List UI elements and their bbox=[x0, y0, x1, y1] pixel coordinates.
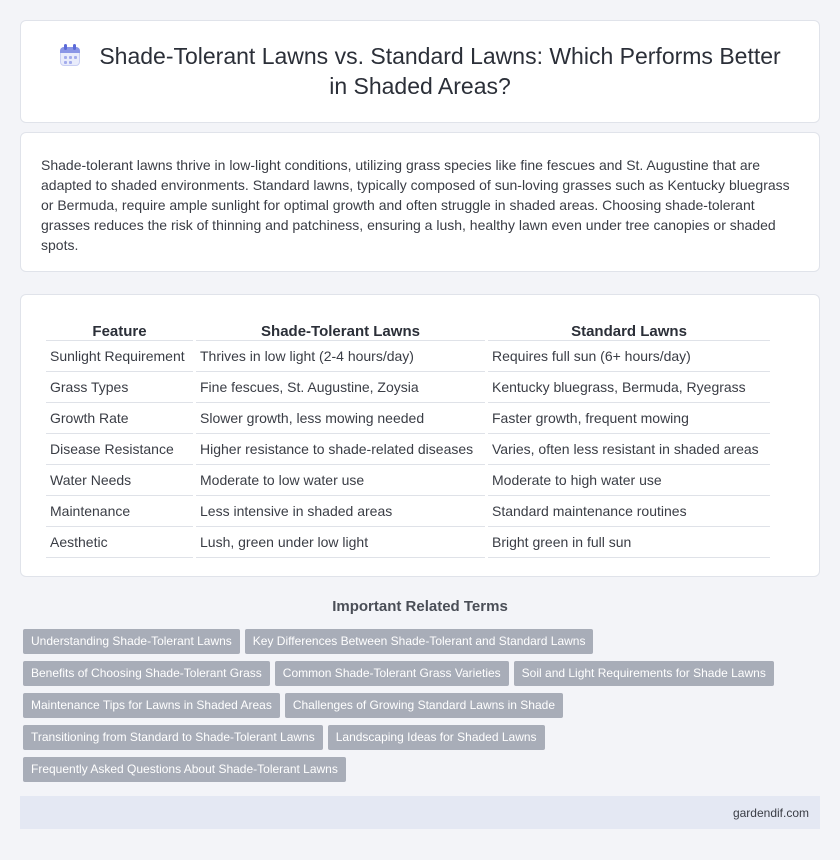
header-feature: Feature bbox=[46, 317, 193, 341]
tag-row bbox=[23, 757, 803, 789]
table-cell: Moderate to low water use bbox=[196, 465, 485, 496]
related-term-link[interactable]: Common Shade-Tolerant Grass Varieties bbox=[275, 661, 509, 686]
related-term-link[interactable]: Benefits of Choosing Shade-Tolerant Grass bbox=[23, 661, 270, 686]
table-row bbox=[46, 403, 770, 434]
header-shade-tolerant: Shade-Tolerant Lawns bbox=[196, 317, 485, 341]
comparison-table bbox=[43, 317, 773, 558]
title-card bbox=[20, 20, 820, 123]
tag-row bbox=[23, 693, 803, 725]
intro-card bbox=[20, 132, 820, 272]
table-cell: Varies, often less resistant in shaded areas bbox=[488, 434, 770, 465]
table-cell: Standard maintenance routines bbox=[488, 496, 770, 527]
related-term-link[interactable]: Understanding Shade-Tolerant Lawns bbox=[23, 629, 240, 654]
related-term-link[interactable]: Soil and Light Requirements for Shade Lawns bbox=[514, 661, 774, 686]
table-cell: Aesthetic bbox=[46, 527, 193, 558]
table-row bbox=[46, 496, 770, 527]
comparison-card bbox=[20, 294, 820, 577]
tag-row bbox=[23, 661, 803, 693]
related-term-link[interactable]: Frequently Asked Questions About Shade-Tolerant Lawns bbox=[23, 757, 346, 782]
table-row bbox=[46, 527, 770, 558]
table-cell: Kentucky bluegrass, Bermuda, Ryegrass bbox=[488, 372, 770, 403]
title-wrap bbox=[21, 41, 819, 101]
table-cell: Sunlight Requirement bbox=[46, 341, 193, 372]
footer bbox=[20, 796, 820, 829]
table-cell: Maintenance bbox=[46, 496, 193, 527]
tag-row bbox=[23, 629, 803, 661]
table-cell: Fine fescues, St. Augustine, Zoysia bbox=[196, 372, 485, 403]
calendar-icon bbox=[59, 44, 81, 66]
table-cell: Moderate to high water use bbox=[488, 465, 770, 496]
table-row bbox=[46, 434, 770, 465]
table-cell: Water Needs bbox=[46, 465, 193, 496]
table-cell: Disease Resistance bbox=[46, 434, 193, 465]
table-header-row bbox=[46, 317, 770, 341]
intro-paragraph: Shade-tolerant lawns thrive in low-light conditions, utilizing grass species like fine fescues and St. Augustine that are adapted to shaded environments. Standard lawns, typically composed of sun-loving grasses such as Kentucky bluegrass or Bermuda, require ample sunlight for optimal growth and often struggle in shaded areas. Choosing shade-tolerant grasses reduces the risk of thinning and patchiness, ensuring a lush, healthy lawn even under tree canopies or shaded spots. bbox=[41, 157, 790, 253]
page-title bbox=[51, 41, 789, 101]
tag-row bbox=[23, 725, 803, 757]
related-term-link[interactable]: Key Differences Between Shade-Tolerant and Standard Lawns bbox=[245, 629, 594, 654]
table-cell: Growth Rate bbox=[46, 403, 193, 434]
table-row bbox=[46, 372, 770, 403]
table-cell: Less intensive in shaded areas bbox=[196, 496, 485, 527]
footer-site-name[interactable]: gardendif.com bbox=[732, 806, 809, 820]
table-cell: Higher resistance to shade-related diseases bbox=[196, 434, 485, 465]
table-cell: Faster growth, frequent mowing bbox=[488, 403, 770, 434]
page-title-text: Shade-Tolerant Lawns vs. Standard Lawns: Which Performs Better in Shaded Areas? bbox=[99, 43, 781, 99]
related-term-link[interactable]: Transitioning from Standard to Shade-Tolerant Lawns bbox=[23, 725, 323, 750]
related-term-link[interactable]: Landscaping Ideas for Shaded Lawns bbox=[328, 725, 545, 750]
table-cell: Bright green in full sun bbox=[488, 527, 770, 558]
table-cell: Grass Types bbox=[46, 372, 193, 403]
table-row bbox=[46, 465, 770, 496]
table-cell: Slower growth, less mowing needed bbox=[196, 403, 485, 434]
table-cell: Thrives in low light (2-4 hours/day) bbox=[196, 341, 485, 372]
related-term-link[interactable]: Maintenance Tips for Lawns in Shaded Areas bbox=[23, 693, 280, 718]
header-standard: Standard Lawns bbox=[488, 317, 770, 341]
related-terms-title: Important Related Terms bbox=[332, 598, 508, 615]
related-terms-list bbox=[23, 629, 803, 789]
table-cell: Lush, green under low light bbox=[196, 527, 485, 558]
related-term-link[interactable]: Challenges of Growing Standard Lawns in Shade bbox=[285, 693, 563, 718]
table-cell: Requires full sun (6+ hours/day) bbox=[488, 341, 770, 372]
table-row bbox=[46, 341, 770, 372]
